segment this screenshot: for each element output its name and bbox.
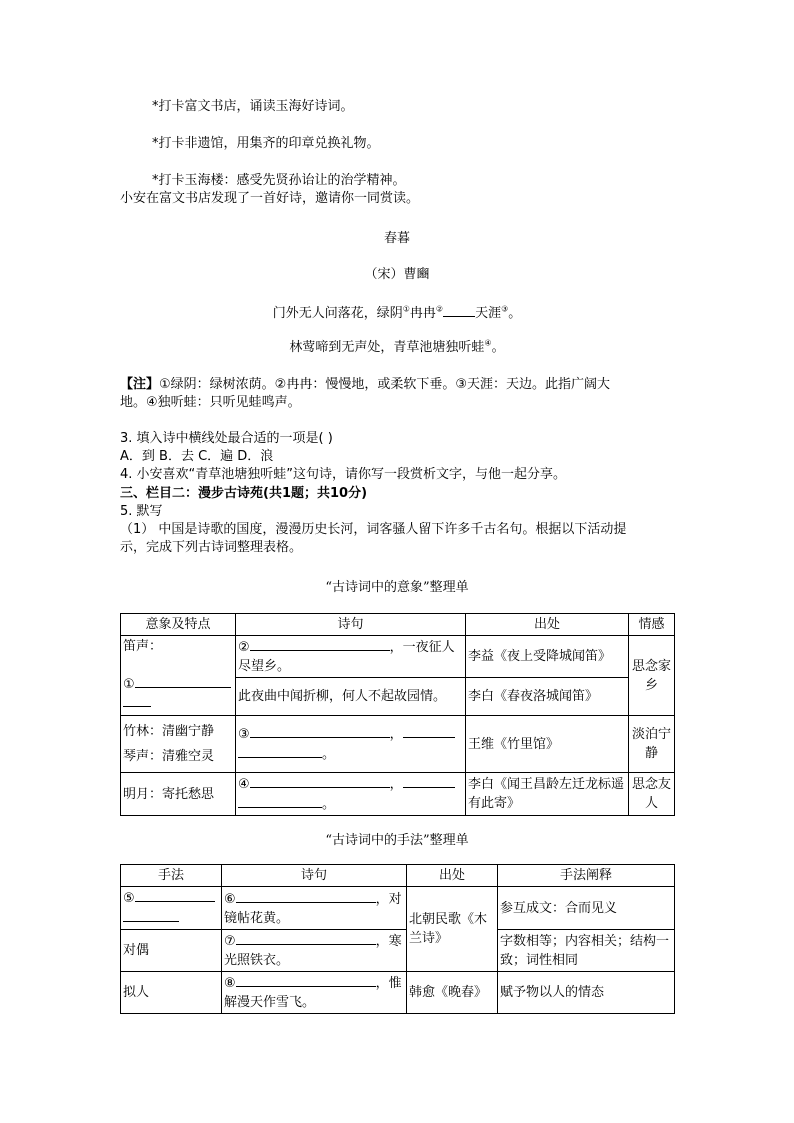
table2-cell-line-8: ⑧ ，惟 解漫天作雪飞。	[222, 972, 407, 1014]
answer-blank-3c[interactable]	[238, 744, 322, 758]
intro-invite: 小安在富文书店发现了一首好诗，邀请你一同赏读。	[120, 191, 420, 206]
intro-bullet-2: *打卡非遗馆，用集齐的印章兑换礼物。	[152, 136, 380, 151]
answer-blank-2[interactable]	[250, 637, 390, 651]
technique-table	[120, 864, 675, 1014]
table1-cell-source-3: 王维《竹里馆》	[466, 716, 629, 773]
table1-header-emotion: 情感	[629, 614, 675, 636]
poem-title: 春暮	[383, 231, 410, 246]
answer-blank-1[interactable]	[135, 674, 231, 688]
table1-header-source: 出处	[466, 614, 629, 636]
table1-cell-source-a: 李益《夜上受降城闻笛》	[466, 636, 629, 678]
note-line-2: 地。④独听蛙：只听见蛙鸣声。	[120, 395, 301, 410]
answer-blank-4a[interactable]	[250, 774, 390, 788]
table1-cell-line-3: ③ ， 。	[236, 716, 466, 773]
poem-blank[interactable]	[443, 304, 475, 317]
table1-cell-emotion-1: 思念家乡	[629, 636, 675, 716]
table2-header-line: 诗句	[222, 865, 407, 887]
table1-cell-line-4: ④ ， 。	[236, 773, 466, 816]
answer-blank-3b[interactable]	[403, 724, 455, 738]
table1-cell-imagery-flute: 笛声： ①	[121, 636, 236, 716]
table2-cell-technique-3: 拟人	[121, 972, 222, 1014]
question-5: 5. 默写	[120, 504, 163, 519]
imagery-table	[120, 613, 675, 816]
table2-cell-source-shared: 北朝民歌《木兰诗》	[407, 887, 498, 972]
intro-bullet-3: *打卡玉海楼：感受先贤孙诒让的治学精神。	[152, 173, 406, 188]
question-3-options: A．到 B．去 C．遍 D．浪	[120, 449, 274, 464]
table2-cell-source-3: 韩愈《晚春》	[407, 972, 498, 1014]
table2-cell-technique-2: 对偶	[121, 930, 222, 972]
poem-author: （宋）曹豳	[364, 267, 430, 282]
table1-cell-line-b: 此夜曲中闻折柳，何人不起故园情。	[236, 678, 466, 716]
table1-header-imagery: 意象及特点	[121, 614, 236, 636]
table1-header-line: 诗句	[236, 614, 466, 636]
question-5-intro-1: （1） 中国是诗歌的国度，漫漫历史长河，词客骚人留下许多千古名句。根据以下活动提	[120, 522, 627, 537]
table1-cell-imagery-moon: 明月：寄托愁思	[121, 773, 236, 816]
poem-line-1: 门外无人问落花，绿阴①冉冉② 天涯③。	[272, 304, 522, 321]
table2-cell-technique-1: ⑤	[121, 887, 222, 930]
table1-cell-emotion-3: 思念友人	[629, 773, 675, 816]
question-4: 4. 小安喜欢“青草池塘独听蛙”这句诗，请你写一段赏析文字，与他一起分享。	[120, 467, 567, 482]
table2-header-source: 出处	[407, 865, 498, 887]
table2-cell-explain-1: 参互成文：合而见义	[498, 887, 675, 930]
answer-blank-8[interactable]	[236, 973, 376, 987]
answer-blank-6[interactable]	[236, 889, 376, 903]
note-line-1: 【注】①绿阴：绿树浓荫。②冉冉：慢慢地，或柔软下垂。③天涯：天边。此指广阔大	[120, 377, 610, 392]
table2-header-technique: 手法	[121, 865, 222, 887]
question-5-intro-2: 示，完成下列古诗词整理表格。	[120, 540, 303, 555]
table1-cell-source-4: 李白《闻王昌龄左迁龙标遥有此寄》	[466, 773, 629, 816]
table2-title: “古诗词中的手法”整理单	[325, 833, 469, 848]
table2-cell-line-6: ⑥ ，对 镜帖花黄。	[222, 887, 407, 930]
table2-cell-explain-3: 赋予物以人的情态	[498, 972, 675, 1014]
table2-cell-line-7: ⑦ ，寒 光照铁衣。	[222, 930, 407, 972]
table1-cell-emotion-2: 淡泊宁静	[629, 716, 675, 773]
answer-blank-4c[interactable]	[238, 794, 322, 808]
section-heading: 三、栏目二：漫步古诗苑(共1题；共10分)	[120, 486, 368, 501]
table1-cell-line-2: ② ，一夜征人 尽望乡。	[236, 636, 466, 678]
answer-blank-3a[interactable]	[250, 724, 390, 738]
table2-cell-explain-2: 字数相等；内容相关；结构一致；词性相同	[498, 930, 675, 972]
table1-cell-imagery-bamboo: 竹林：清幽宁静 琴声：清雅空灵	[121, 716, 236, 773]
answer-blank-4b[interactable]	[403, 774, 455, 788]
answer-blank-5[interactable]	[135, 888, 215, 902]
table2-header-explain: 手法阐释	[498, 865, 675, 887]
table1-title: “古诗词中的意象”整理单	[325, 580, 469, 595]
question-3: 3. 填入诗中横线处最合适的一项是( )	[120, 431, 333, 446]
answer-blank-7[interactable]	[236, 931, 376, 945]
table1-cell-source-b: 李白《春夜洛城闻笛》	[466, 678, 629, 716]
intro-bullet-1: *打卡富文书店，诵读玉海好诗词。	[152, 99, 354, 114]
poem-line-2: 林莺啼到无声处，青草池塘独听蛙④。	[289, 338, 505, 355]
